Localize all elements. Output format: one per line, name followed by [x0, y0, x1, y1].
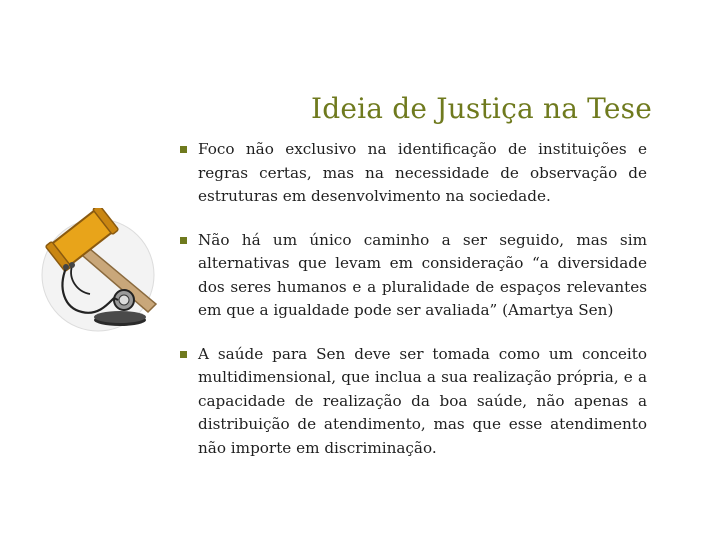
bullet-text: A saúde para Sen deve ser tomada como um conceito multidimensional, que inclua a sua realização própria, e a capacidade de realização da boa saúde, não apenas a distribuição de atendimento, mas que esse atendimento não importe em discriminação. — [198, 344, 647, 457]
bullet-marker-icon — [180, 237, 187, 244]
bullet-marker-icon — [180, 351, 187, 358]
bullet-item — [180, 229, 647, 323]
bullet-item — [180, 138, 647, 209]
bullet-list — [180, 138, 647, 480]
bullet-marker-icon — [180, 146, 187, 153]
slide-title: Ideia de Justiça na Tese — [310, 92, 652, 125]
bullet-text: Não há um único caminho a ser seguido, mas sim alternativas que levam em consideração “a diversidade dos seres humanos e a pluralidade de espaços relevantes em que a igualdade pode ser avaliada” (Amartya Sen) — [198, 230, 647, 319]
bullet-text: Foco não exclusivo na identificação de instituições e regras certas, mas na necessidade de observação de estruturas em desenvolvimento na sociedade. — [198, 140, 647, 205]
bullet-item — [180, 343, 647, 461]
gavel-stethoscope-icon — [38, 208, 158, 333]
